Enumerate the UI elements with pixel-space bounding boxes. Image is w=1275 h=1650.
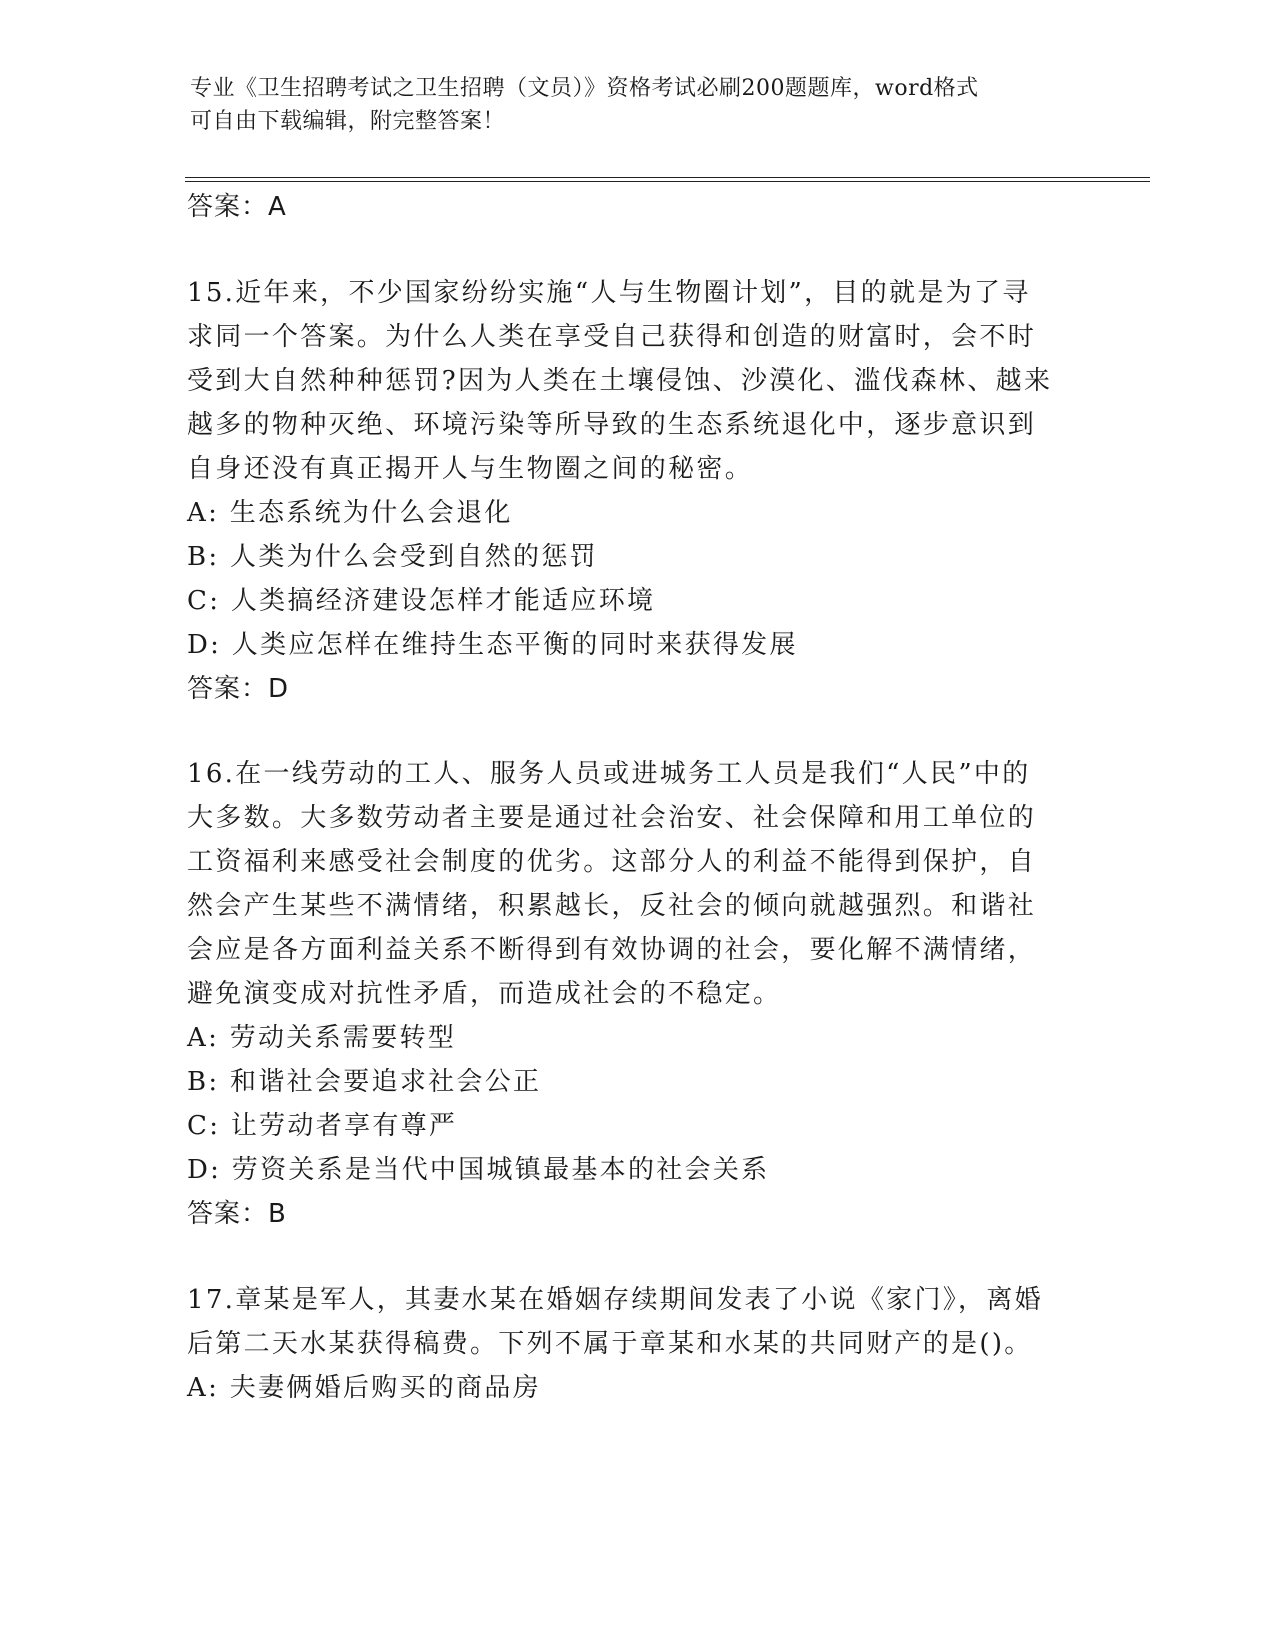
question-text-line: 后第二天水某获得稿费。下列不属于章某和水某的共同财产的是()。	[187, 1329, 1033, 1359]
question-text-line: 16.在一线劳动的工人、服务人员或进城务工人员是我们“人民”中的	[187, 759, 1031, 789]
question-text-line: 自身还没有真正揭开人与生物圈之间的秘密。	[187, 454, 754, 484]
option-d: D: 人类应怎样在维持生态平衡的同时来获得发展	[187, 630, 798, 660]
option-a: A: 劳动关系需要转型	[187, 1023, 457, 1053]
question-text-line: 求同一个答案。为什么人类在享受自己获得和创造的财富时，会不时	[187, 322, 1037, 352]
option-d: D: 劳资关系是当代中国城镇最基本的社会关系	[187, 1155, 770, 1185]
option-a: A: 夫妻俩婚后购买的商品房	[187, 1373, 542, 1403]
option-a: A: 生态系统为什么会退化	[187, 498, 513, 528]
question-text-line: 17.章某是军人，其妻水某在婚姻存续期间发表了小说《家门》，离婚	[187, 1285, 1043, 1315]
page-header	[190, 72, 1090, 138]
header-line-1: 专业《卫生招聘考试之卫生招聘（文员）》资格考试必刷200题题库，word格式	[190, 76, 979, 101]
answer-16: 答案：B	[187, 1199, 287, 1229]
question-text-line: 会应是各方面利益关系不断得到有效协调的社会，要化解不满情绪，	[187, 935, 1037, 965]
answer-15: 答案：D	[187, 674, 290, 704]
answer-prev: 答案：A	[187, 192, 287, 222]
question-text-line: 受到大自然种种惩罚?因为人类在土壤侵蚀、沙漠化、滥伐森林、越来	[187, 366, 1053, 396]
option-b: B: 和谐社会要追求社会公正	[187, 1067, 542, 1097]
option-c: C: 人类搞经济建设怎样才能适应环境	[187, 586, 656, 616]
header-divider	[185, 177, 1150, 182]
question-text-line: 工资福利来感受社会制度的优劣。这部分人的利益不能得到保护，自	[187, 847, 1037, 877]
option-c: C: 让劳动者享有尊严	[187, 1111, 458, 1141]
question-text-line: 大多数。大多数劳动者主要是通过社会治安、社会保障和用工单位的	[187, 803, 1037, 833]
question-text-line: 然会产生某些不满情绪，积累越长，反社会的倾向就越强烈。和谐社	[187, 891, 1037, 921]
option-b: B: 人类为什么会受到自然的惩罚	[187, 542, 598, 572]
question-text-line: 越多的物种灭绝、环境污染等所导致的生态系统退化中，逐步意识到	[187, 410, 1037, 440]
question-text-line: 避免演变成对抗性矛盾，而造成社会的不稳定。	[187, 979, 782, 1009]
header-line-2: 可自由下载编辑，附完整答案！	[190, 109, 506, 134]
question-text-line: 15.近年来，不少国家纷纷实施“人与生物圈计划”，目的就是为了寻	[187, 278, 1031, 308]
